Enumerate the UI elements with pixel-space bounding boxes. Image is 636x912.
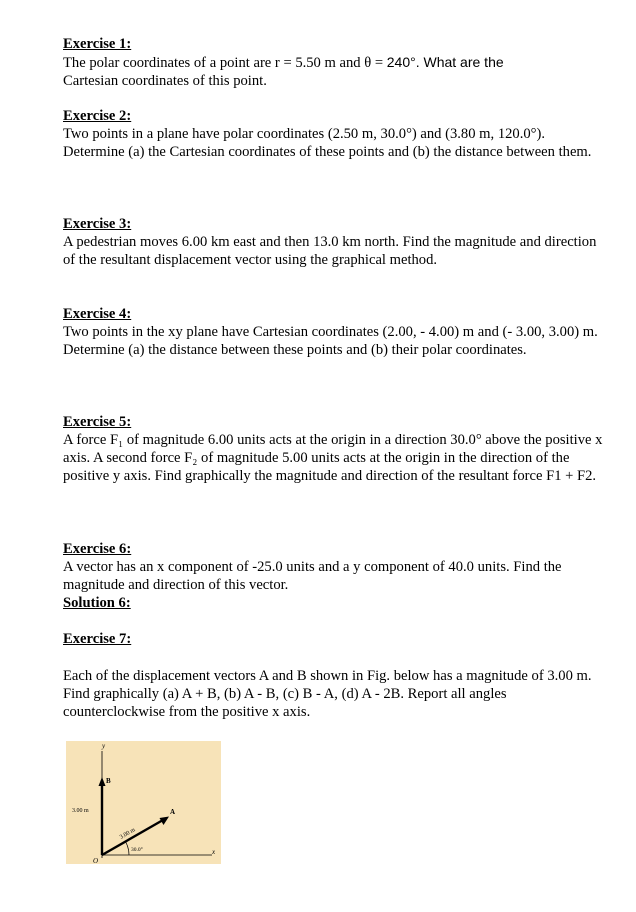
x-axis-label: x (212, 848, 216, 856)
vector-a-magnitude-label: 3.00 m (119, 827, 137, 841)
exercise-1-text-post: Cartesian coordinates of this point. (63, 73, 267, 89)
origin-label: O (93, 857, 99, 864)
exercise-6 (63, 540, 608, 612)
exercise-3-text: A pedestrian moves 6.00 km east and then 13.0 km north. Find the magnitude and direction of the resultant displacement vector using the graphical method. (63, 234, 597, 268)
vector-b-arrowhead (99, 777, 106, 786)
exercise-7-heading-block (63, 630, 608, 648)
exercise-2 (63, 107, 608, 161)
vector-figure-svg (66, 741, 221, 864)
exercise-4 (63, 305, 608, 359)
exercise-1 (63, 35, 608, 90)
vector-b-magnitude-label: 3.00 m (72, 808, 89, 814)
exercise-3 (63, 215, 608, 269)
y-axis-label: y (102, 742, 106, 750)
exercise-3-heading: Exercise 3: (63, 216, 132, 232)
exercise-4-heading: Exercise 4: (63, 306, 132, 322)
angle-label: 30.0° (131, 847, 143, 853)
exercise-5-text: A force F₁ of magnitude 6.00 units acts at the origin in a direction 30.0° above the positive x axis. A second force F₂ of magnitude 5.00 units acts at the origin in the direction of the positive y axis. Find graphically the magnitude and direction of the resultant force F1 + F2. (63, 432, 603, 484)
vector-b-label: B (106, 777, 111, 785)
exercise-5-heading: Exercise 5: (63, 414, 132, 430)
exercise-6-heading: Exercise 6: (63, 541, 132, 557)
exercise-6-text: A vector has an x component of -25.0 units and a y component of 40.0 units. Find the magnitude and direction of this vector. (63, 559, 562, 593)
exercise-1-heading: Exercise 1: (63, 36, 132, 52)
exercise-7-text: Each of the displacement vectors A and B shown in Fig. below has a magnitude of 3.00 m. Find graphically (a) A + B, (b) A - B, (c) B - A, (d) A - 2B. Report all angles counterclockwise from the positive x axis. (63, 668, 592, 720)
exercise-2-text: Two points in a plane have polar coordinates (2.50 m, 30.0°) and (3.80 m, 120.0°). Determine (a) the Cartesian coordinates of these points and (b) the distance between them. (63, 126, 592, 160)
vector-figure (66, 741, 221, 864)
exercise-7-heading: Exercise 7: (63, 631, 132, 647)
solution-6-heading: Solution 6: (63, 595, 131, 611)
exercise-1-text-sans: 240°. What are the (386, 54, 504, 70)
exercise-5 (63, 413, 608, 485)
exercise-1-text (63, 53, 608, 90)
exercise-4-text: Two points in the xy plane have Cartesian coordinates (2.00, - 4.00) m and (- 3.00, 3.00) m. Determine (a) the distance between these points and (b) their polar coordinates. (63, 324, 598, 358)
exercise-1-text-pre: The polar coordinates of a point are r = 5.50 m and θ = (63, 55, 387, 71)
exercise-2-heading: Exercise 2: (63, 108, 132, 124)
vector-a-label: A (170, 808, 176, 816)
angle-arc (125, 842, 129, 856)
exercise-7 (63, 667, 608, 721)
